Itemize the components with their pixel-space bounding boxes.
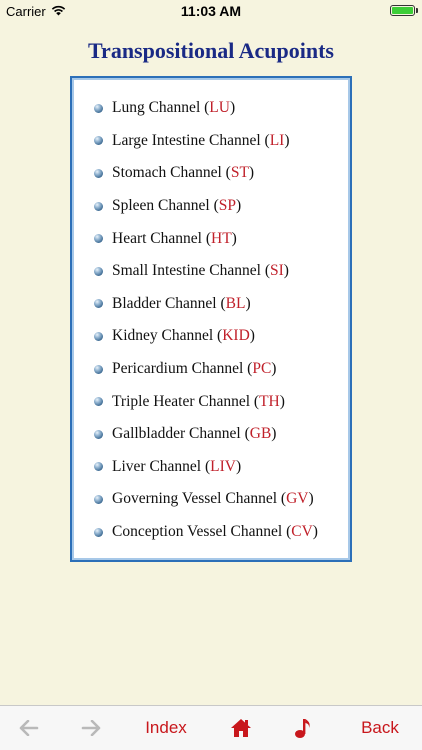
- channel-name: Large Intestine Channel: [112, 131, 261, 149]
- channel-abbr-close: ): [248, 164, 255, 182]
- home-button[interactable]: [226, 706, 256, 750]
- channel-abbr-close: ): [236, 197, 242, 215]
- channel-name: Liver Channel: [112, 457, 202, 475]
- channel-list-panel: [70, 76, 352, 562]
- channel-name: Conception Vessel Channel: [112, 523, 283, 541]
- channel-item[interactable]: [94, 516, 350, 549]
- bullet-icon: [94, 267, 103, 276]
- channel-name: Bladder Channel: [112, 294, 217, 312]
- channel-item[interactable]: [94, 288, 350, 321]
- channel-abbr: LI: [269, 131, 285, 149]
- previous-button[interactable]: [14, 706, 44, 750]
- channel-abbr-open: (: [201, 229, 211, 247]
- bullet-icon: [94, 332, 103, 341]
- channel-abbr-open: (: [282, 523, 292, 541]
- channel-name: Stomach Channel: [112, 164, 222, 182]
- channel-abbr-open: (: [209, 197, 219, 215]
- bullet-icon: [94, 234, 103, 243]
- battery-cap: [416, 8, 418, 13]
- bottom-toolbar: [0, 705, 422, 750]
- channel-abbr: KID: [222, 327, 250, 345]
- channel-abbr-open: (: [260, 262, 270, 280]
- arrow-right-icon: [81, 720, 101, 736]
- channel-abbr-open: (: [213, 327, 223, 345]
- channel-name: Triple Heater Channel: [112, 392, 251, 410]
- channel-abbr-close: ): [235, 457, 242, 475]
- channel-abbr-open: (: [277, 490, 287, 508]
- channel-abbr-open: (: [216, 294, 226, 312]
- channel-abbr: BL: [225, 294, 246, 312]
- bullet-icon: [94, 202, 103, 211]
- channel-abbr-open: (: [201, 457, 211, 475]
- page-title: Transpositional Acupoints: [88, 38, 334, 63]
- status-bar: [0, 0, 422, 22]
- channel-abbr-close: ): [312, 523, 318, 541]
- channel-item[interactable]: [94, 92, 350, 125]
- channel-abbr: GV: [286, 490, 309, 508]
- bullet-icon: [94, 495, 103, 504]
- music-note-icon: [294, 717, 312, 739]
- channel-abbr-close: ): [229, 99, 236, 117]
- channel-abbr-close: ): [245, 294, 251, 312]
- channel-abbr-open: (: [240, 425, 250, 443]
- channel-name: Heart Channel: [112, 229, 202, 247]
- channel-item[interactable]: [94, 353, 350, 386]
- channel-abbr-close: ): [271, 360, 277, 378]
- bullet-icon: [94, 462, 103, 471]
- arrow-left-icon: [19, 720, 39, 736]
- channel-name: Kidney Channel: [112, 327, 214, 345]
- bullet-icon: [94, 299, 103, 308]
- battery-level: [392, 7, 413, 14]
- channel-abbr: PC: [252, 360, 272, 378]
- channel-abbr-close: ): [308, 490, 314, 508]
- channel-abbr: TH: [259, 392, 280, 410]
- bullet-icon: [94, 365, 103, 374]
- bullet-icon: [94, 169, 103, 178]
- channel-item[interactable]: [94, 125, 350, 158]
- channel-abbr-close: ): [231, 229, 237, 247]
- channel-item[interactable]: [94, 255, 350, 288]
- channel-name: Governing Vessel Channel: [112, 490, 278, 508]
- channel-item[interactable]: [94, 320, 350, 353]
- channel-abbr: ST: [230, 164, 249, 182]
- channel-name: Lung Channel: [112, 99, 201, 117]
- carrier-label: Carrier: [6, 4, 46, 19]
- status-time: 11:03 AM: [180, 3, 242, 19]
- channel-abbr-close: ): [283, 262, 289, 280]
- back-button[interactable]: Back: [361, 718, 399, 737]
- channel-abbr-close: ): [271, 425, 277, 443]
- channel-item[interactable]: [94, 451, 350, 484]
- channel-abbr-open: (: [221, 164, 231, 182]
- channel-name: Spleen Channel: [112, 197, 210, 215]
- channel-abbr: LIV: [210, 457, 236, 475]
- channel-abbr: HT: [211, 229, 232, 247]
- bullet-icon: [94, 430, 103, 439]
- channel-item[interactable]: [94, 157, 350, 190]
- channel-abbr-close: ): [249, 327, 255, 345]
- channel-item[interactable]: [94, 385, 350, 418]
- channel-abbr-close: ): [279, 392, 285, 410]
- music-button[interactable]: [288, 706, 318, 750]
- channel-abbr-open: (: [260, 131, 270, 149]
- index-button[interactable]: Index: [145, 718, 187, 737]
- channel-abbr-open: (: [243, 360, 253, 378]
- channel-item[interactable]: [94, 483, 350, 516]
- channel-abbr-open: (: [250, 392, 260, 410]
- channel-abbr: CV: [291, 523, 313, 541]
- next-button[interactable]: [76, 706, 106, 750]
- battery-icon: [390, 5, 415, 16]
- channel-name: Pericardium Channel: [112, 360, 244, 378]
- bullet-icon: [94, 104, 103, 113]
- channel-abbr: SP: [218, 197, 237, 215]
- bullet-icon: [94, 528, 103, 537]
- channel-abbr-open: (: [200, 99, 210, 117]
- home-icon: [230, 718, 252, 738]
- channel-list: [72, 78, 350, 548]
- channel-abbr: GB: [249, 425, 272, 443]
- channel-abbr-close: ): [284, 131, 290, 149]
- channel-name: Small Intestine Channel: [112, 262, 261, 280]
- channel-item[interactable]: [94, 222, 350, 255]
- channel-abbr: SI: [270, 262, 284, 280]
- bullet-icon: [94, 397, 103, 406]
- channel-item[interactable]: [94, 190, 350, 223]
- channel-item[interactable]: [94, 418, 350, 451]
- channel-name: Gallbladder Channel: [112, 425, 241, 443]
- bullet-icon: [94, 136, 103, 145]
- channel-abbr: LU: [209, 99, 230, 117]
